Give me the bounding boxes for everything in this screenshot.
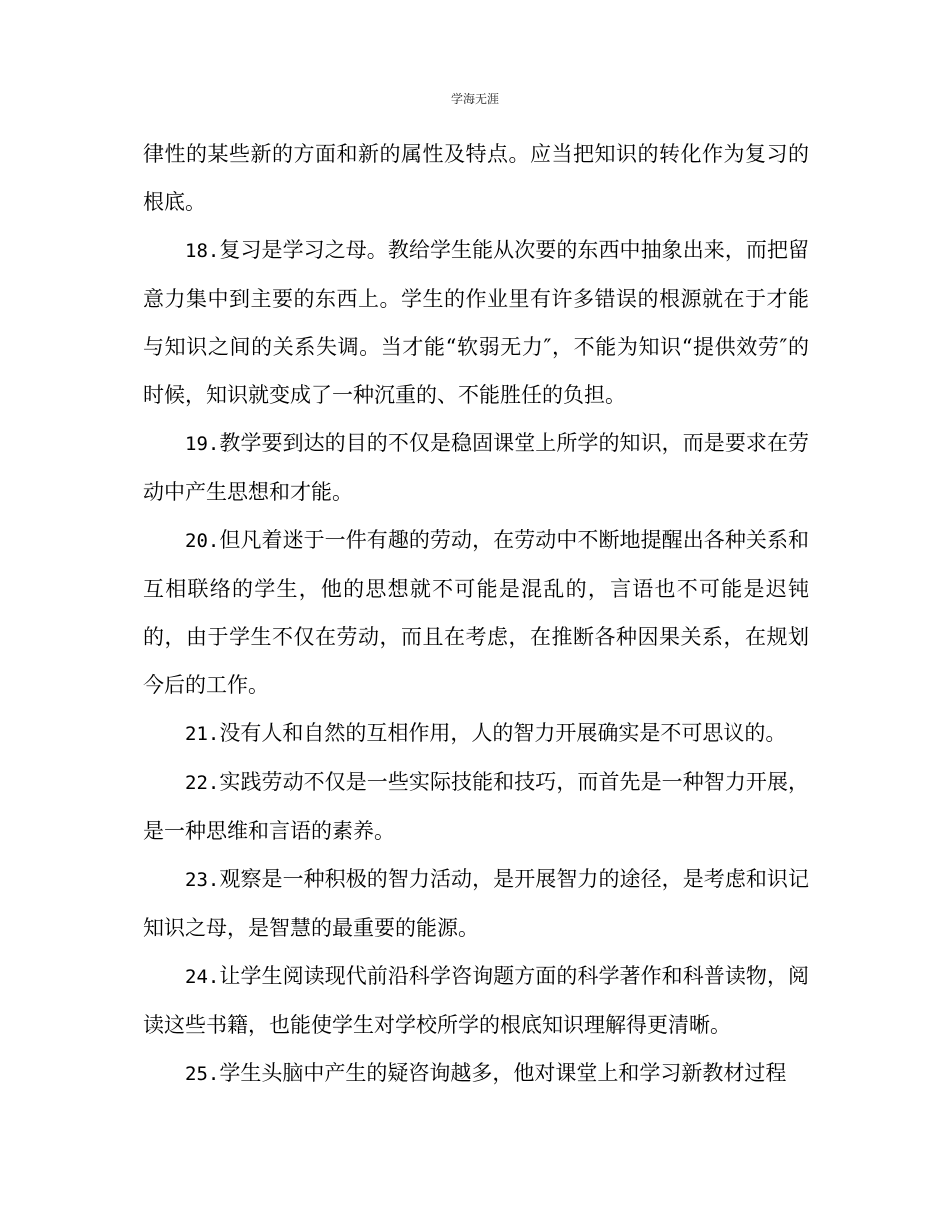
paragraph-text: 教学要到达的目的不仅是稳固课堂上所学的知识，而是要求在劳动中产生思想和才能。	[143, 431, 809, 504]
item-number: 21.	[185, 723, 220, 745]
item-number: 25.	[185, 1063, 220, 1085]
item-number: 24.	[185, 966, 220, 988]
body-text	[143, 130, 809, 1098]
paragraph-text: 实践劳动不仅是一些实际技能和技巧，而首先是一种智力开展，是一种思维和言语的素养。	[143, 770, 809, 843]
paragraph-text: 让学生阅读现代前沿科学咨询题方面的科学著作和科普读物，阅读这些书籍，也能使学生对学校所学的根底知识理解得更清晰。	[143, 964, 809, 1037]
paragraph-text: 没有人和自然的互相作用，人的智力开展确实是不可思议的。	[219, 721, 787, 745]
paragraph-text: 观察是一种积极的智力活动，是开展智力的途径，是考虑和识记知识之母，是智慧的最重要的能源。	[143, 867, 809, 940]
paragraph-22	[143, 758, 809, 855]
paragraph-19	[143, 419, 809, 516]
paragraph-text: 复习是学习之母。教给学生能从次要的东西中抽象出来，而把留意力集中到主要的东西上。学生的作业里有许多错误的根源就在于才能与知识之间的关系失调。当才能“软弱无力″，不能为知识“提供效劳″的时候，知识就变成了一种沉重的、不能胜任的负担。	[143, 238, 809, 407]
item-number: 18.	[185, 240, 220, 262]
item-number: 20.	[185, 530, 220, 552]
paragraph-23	[143, 855, 809, 952]
page-header: 学海无涯	[450, 92, 499, 106]
item-number: 19.	[185, 433, 220, 455]
paragraph-21	[143, 709, 809, 758]
paragraph-18	[143, 226, 809, 419]
item-number: 23.	[185, 869, 220, 891]
paragraph-continuation	[143, 130, 809, 226]
paragraph-text: 律性的某些新的方面和新的属性及特点。应当把知识的转化作为复习的根底。	[143, 142, 809, 214]
paragraph-text: 学生头脑中产生的疑咨询越多，他对课堂上和学习新教材过程	[219, 1061, 787, 1085]
paragraph-text: 但凡着迷于一件有趣的劳动，在劳动中不断地提醒出各种关系和互相联络的学生，他的思想就不可能是混乱的，言语也不可能是迟钝的，由于学生不仅在劳动，而且在考虑，在推断各种因果关系，在规划今后的工作。	[143, 528, 809, 697]
paragraph-20	[143, 516, 809, 709]
paragraph-25	[143, 1049, 809, 1098]
item-number: 22.	[185, 772, 220, 794]
paragraph-24	[143, 952, 809, 1049]
